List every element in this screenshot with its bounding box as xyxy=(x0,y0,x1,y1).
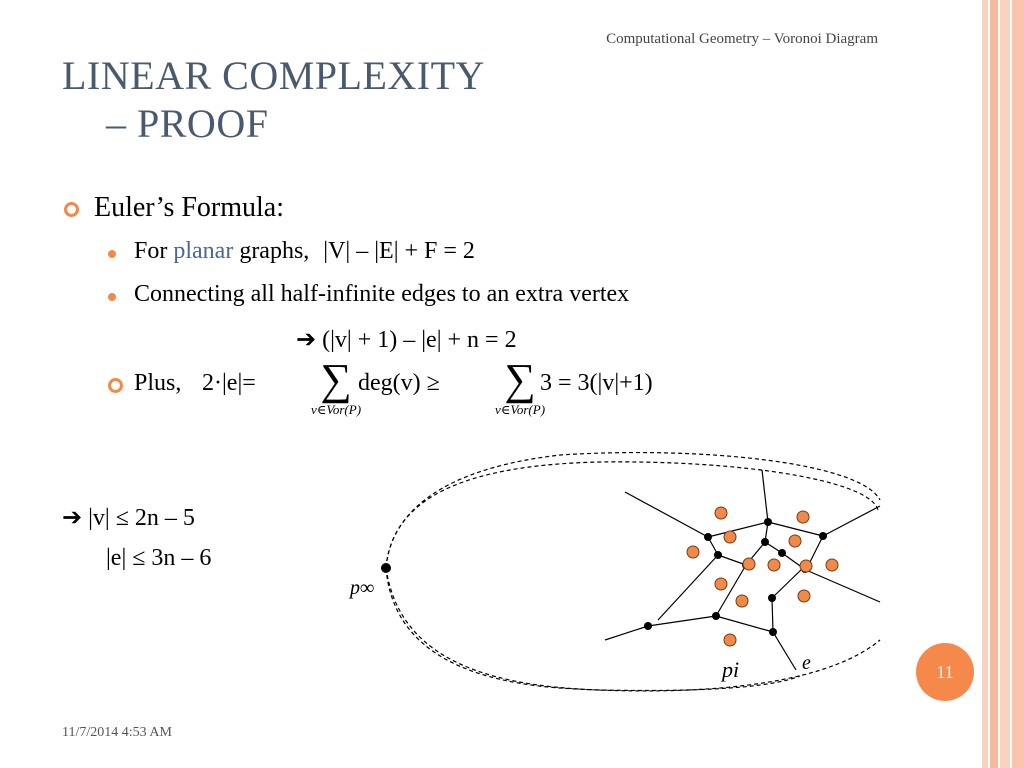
site-point xyxy=(798,590,810,602)
course-header: Computational Geometry – Voronoi Diagram xyxy=(606,31,878,47)
vertex xyxy=(761,538,769,546)
p-i-label: pi xyxy=(722,657,740,682)
vertex xyxy=(778,549,786,557)
voronoi-vertices xyxy=(381,518,827,636)
p-infinity-label: p∞ xyxy=(350,577,375,599)
for-suffix: graphs, xyxy=(233,238,310,264)
sum-subscript: v∈Vor(P) xyxy=(494,402,546,417)
site-point xyxy=(826,559,838,571)
p-infinity-vertex xyxy=(381,563,391,573)
site-point xyxy=(768,559,780,571)
site-point xyxy=(715,578,727,590)
dashed-edge xyxy=(386,453,880,568)
sigma-icon: ∑ xyxy=(504,355,536,404)
sigma-icon: ∑ xyxy=(320,355,352,404)
vertex xyxy=(704,533,712,541)
title-line-1: LINEAR COMPLEXITY xyxy=(62,53,485,98)
connecting-line: Connecting all half-infinite edges to an extra vertex xyxy=(134,281,630,307)
euler-heading: Euler’s Formula: xyxy=(94,192,285,223)
vertex xyxy=(712,612,720,620)
sum-mid: deg(v) ≥ xyxy=(358,370,440,396)
site-point xyxy=(724,531,736,543)
vertex xyxy=(714,551,722,559)
voronoi-sites xyxy=(687,507,838,646)
title-line-2: – PROOF xyxy=(106,101,269,146)
site-point xyxy=(797,511,809,523)
site-point xyxy=(736,595,748,607)
voronoi-edges xyxy=(605,470,880,670)
slide-number-badge: 11 xyxy=(916,643,974,701)
vertex xyxy=(768,594,776,602)
slide-date: 11/7/2014 4:53 AM xyxy=(62,725,172,740)
euler-formula: |V| – |E| + F = 2 xyxy=(323,238,475,264)
edge-e-label: e xyxy=(802,652,811,674)
site-point xyxy=(687,546,699,558)
result-edges: |e| ≤ 3n – 6 xyxy=(106,545,212,571)
vertex xyxy=(644,622,652,630)
plus-label: Plus, xyxy=(134,370,182,396)
site-point xyxy=(800,560,812,572)
site-point xyxy=(724,634,736,646)
sum-lhs: 2·|e|= xyxy=(202,370,256,396)
vertex xyxy=(769,628,777,636)
site-point xyxy=(743,558,755,570)
vertex xyxy=(764,518,772,526)
sum-rhs: 3 = 3(|v|+1) xyxy=(540,370,653,396)
result-vertices: ➔ |v| ≤ 2n – 5 xyxy=(62,505,195,531)
site-point xyxy=(789,535,801,547)
planar-link[interactable]: planar xyxy=(173,238,234,264)
site-point xyxy=(715,507,727,519)
vertex xyxy=(819,532,827,540)
sum-subscript: v∈Vor(P) xyxy=(310,402,362,417)
arrow-formula: ➔ (|v| + 1) – |e| + n = 2 xyxy=(296,327,517,353)
for-prefix: For xyxy=(134,238,174,264)
